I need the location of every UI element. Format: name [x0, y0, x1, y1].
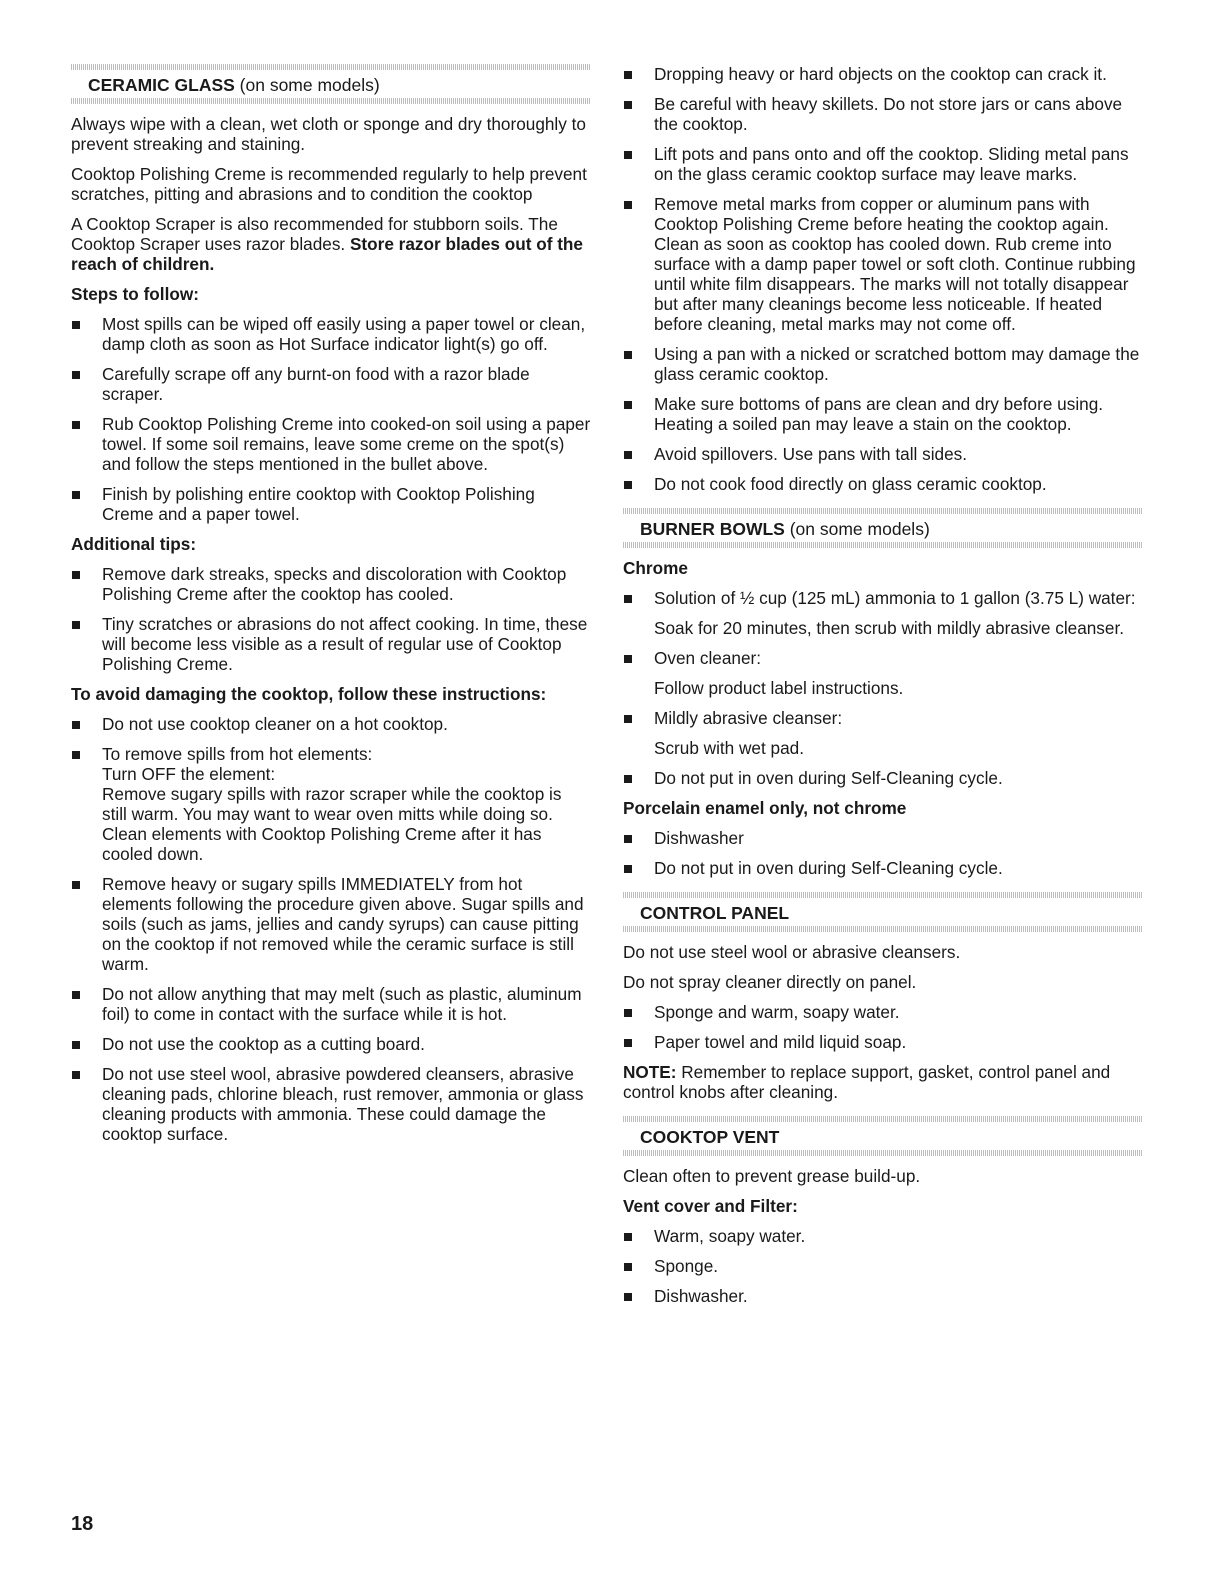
left-column: [71, 64, 591, 1154]
burner-bowls-header: [623, 508, 1143, 548]
section-title-control-panel: [623, 898, 1143, 926]
list-item: Dishwasher.: [623, 1286, 1143, 1306]
list-line: Clean elements with Cooktop Polishing Creme after it has cooled down.: [102, 824, 542, 864]
list-item: Sponge and warm, soapy water.: [623, 1002, 1143, 1022]
follow-text: Scrub with wet pad.: [654, 738, 804, 758]
paragraph-scraper: [71, 214, 591, 274]
list-item: Do not use steel wool, abrasive powdered cleansers, abrasive cleaning pads, chlorine bleach, rust remover, ammonia or glass cleaning products with ammonia. These could damage the cooktop surface.: [71, 1064, 591, 1144]
list-item: Carefully scrape off any burnt-on food with a razor blade scraper.: [71, 364, 591, 404]
porcelain-heading: Porcelain enamel only, not chrome: [623, 798, 907, 818]
section-title-bold: COOKTOP VENT: [640, 1127, 780, 1147]
section-title-cooktop-vent: [623, 1122, 1143, 1150]
list-item: Sponge.: [623, 1256, 1143, 1276]
tips-list: [71, 564, 591, 674]
chrome-list: [623, 648, 1143, 668]
header-band-bottom: [623, 1150, 1143, 1156]
section-title-burner-bowls: [623, 514, 1143, 542]
paragraph: Always wipe with a clean, wet cloth or sponge and dry thoroughly to prevent streaking and staining.: [71, 114, 586, 154]
section-title-rest: (on some models): [234, 75, 380, 95]
header-band-bottom: [623, 926, 1143, 932]
list-item: Solution of ½ cup (125 mL) ammonia to 1 gallon (3.75 L) water:: [623, 588, 1143, 608]
list-line: To remove spills from hot elements:: [102, 744, 373, 764]
section-title-bold: BURNER BOWLS: [640, 519, 785, 539]
list-item: Dishwasher: [623, 828, 1143, 848]
vent-subheading: Vent cover and Filter:: [623, 1196, 798, 1216]
page-number: 18: [71, 1513, 94, 1535]
list-item: Warm, soapy water.: [623, 1226, 1143, 1246]
list-item: Using a pan with a nicked or scratched bottom may damage the glass ceramic cooktop.: [623, 344, 1143, 384]
tips-heading: Additional tips:: [71, 534, 197, 554]
chrome-heading: Chrome: [623, 558, 688, 578]
paragraph: Clean often to prevent grease build-up.: [623, 1166, 921, 1186]
list-item: Remove metal marks from copper or aluminum pans with Cooktop Polishing Creme before heating the cooktop again. Clean as soon as cooktop has cooled down. Rub creme into surface with a damp paper towel or soft cloth. Continue rubbing until white film disappears. The marks will not totally disappear but after many cleanings become less noticeable. If heated before cleaning, metal marks may not come off.: [623, 194, 1143, 334]
list-item: Oven cleaner:: [623, 648, 1143, 668]
avoid-list: [71, 714, 591, 1144]
note: [623, 1062, 1143, 1102]
chrome-list: [623, 708, 1143, 728]
list-item: Remove heavy or sugary spills IMMEDIATELY from hot elements following the procedure given above. Sugar spills and soils (such as jams, jellies and candy syrups) can cause pitting on the cooktop if not removed while the ceramic surface is still warm.: [71, 874, 591, 974]
vent-list: [623, 1226, 1143, 1306]
list-item: Do not cook food directly on glass ceramic cooktop.: [623, 474, 1143, 494]
list-item: Finish by polishing entire cooktop with Cooktop Polishing Creme and a paper towel.: [71, 484, 591, 524]
list-line: Turn OFF the element:: [102, 764, 276, 784]
list-item: Most spills can be wiped off easily using a paper towel or clean, damp cloth as soon as Hot Surface indicator light(s) go off.: [71, 314, 591, 354]
chrome-list: [623, 588, 1143, 608]
avoid-heading: To avoid damaging the cooktop, follow these instructions:: [71, 684, 547, 704]
follow-text: Follow product label instructions.: [654, 678, 904, 698]
list-item: Mildly abrasive cleanser:: [623, 708, 1143, 728]
list-line: Remove sugary spills with razor scraper while the cooktop is still warm. You may want to wear oven mitts while doing so.: [102, 784, 562, 824]
list-item: Remove dark streaks, specks and discoloration with Cooktop Polishing Creme after the cooktop has cooled.: [71, 564, 591, 604]
right-column: [623, 64, 1143, 1316]
list-item: Rub Cooktop Polishing Creme into cooked-on soil using a paper towel. If some soil remains, leave some creme on the spot(s) and follow the steps mentioned in the bullet above.: [71, 414, 591, 474]
paragraph: Cooktop Polishing Creme is recommended regularly to help prevent scratches, pitting and abrasions and to condition the cooktop: [71, 164, 587, 204]
list-item: Avoid spillovers. Use pans with tall sides.: [623, 444, 1143, 464]
cooktop-vent-header: [623, 1116, 1143, 1156]
paragraph: Do not use steel wool or abrasive cleansers.: [623, 942, 961, 962]
note-label: NOTE:: [623, 1062, 677, 1082]
paragraph: Do not spray cleaner directly on panel.: [623, 972, 917, 992]
header-band-bottom: [71, 98, 591, 104]
section-title-bold: CONTROL PANEL: [640, 903, 790, 923]
list-item: Make sure bottoms of pans are clean and dry before using. Heating a soiled pan may leave a stain on the cooktop.: [623, 394, 1143, 434]
list-item: Tiny scratches or abrasions do not affect cooking. In time, these will become less visible as a result of regular use of Cooktop Polishing Creme.: [71, 614, 591, 674]
list-item: Do not allow anything that may melt (such as plastic, aluminum foil) to come in contact with the surface while it is hot.: [71, 984, 591, 1024]
control-panel-header: [623, 892, 1143, 932]
header-band-bottom: [623, 542, 1143, 548]
list-item-hot-elements: [71, 744, 591, 864]
list-item: Lift pots and pans onto and off the cooktop. Sliding metal pans on the glass ceramic cooktop surface may leave marks.: [623, 144, 1143, 184]
paragraph-text: A Cooktop Scraper is also recommended for stubborn soils. The Cooktop Scraper uses razor blades.: [71, 214, 558, 254]
note-text: Remember to replace support, gasket, control panel and control knobs after cleaning.: [623, 1062, 1111, 1102]
list-item: Do not use cooktop cleaner on a hot cooktop.: [71, 714, 591, 734]
follow-text: Soak for 20 minutes, then scrub with mildly abrasive cleanser.: [654, 618, 1125, 638]
list-item: Do not put in oven during Self-Cleaning cycle.: [623, 858, 1143, 878]
chrome-list: [623, 768, 1143, 788]
list-item: Be careful with heavy skillets. Do not store jars or cans above the cooktop.: [623, 94, 1143, 134]
warning-text: Store razor blades out of the reach of children.: [71, 234, 583, 274]
steps-heading: Steps to follow:: [71, 284, 199, 304]
steps-list: [71, 314, 591, 524]
ceramic-glass-header: [71, 64, 591, 104]
continued-list: [623, 64, 1143, 494]
list-item: Do not put in oven during Self-Cleaning cycle.: [623, 768, 1143, 788]
porcelain-list: [623, 828, 1143, 878]
section-title-bold: CERAMIC GLASS: [88, 75, 235, 95]
list-item: Do not use the cooktop as a cutting board.: [71, 1034, 591, 1054]
list-item: Dropping heavy or hard objects on the cooktop can crack it.: [623, 64, 1143, 84]
control-list: [623, 1002, 1143, 1052]
list-item: Paper towel and mild liquid soap.: [623, 1032, 1143, 1052]
section-title-ceramic-glass: [71, 70, 591, 98]
section-title-rest: (on some models): [784, 519, 930, 539]
